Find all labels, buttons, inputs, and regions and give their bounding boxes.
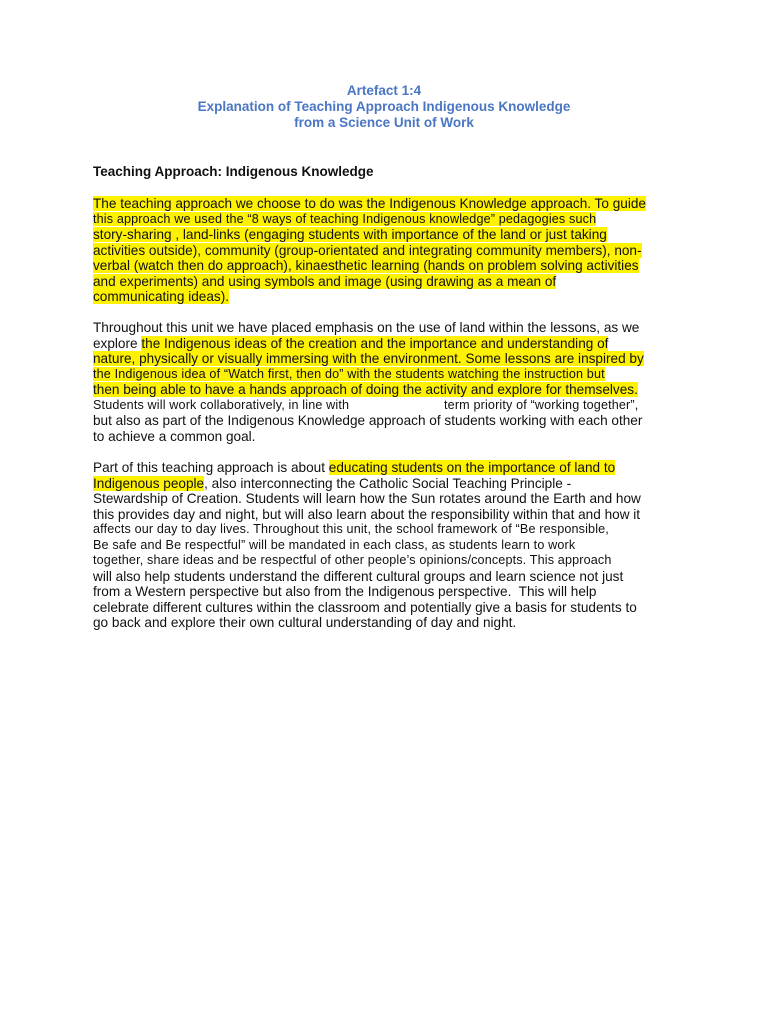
- text-line: [93, 289, 683, 305]
- text-segment: this provides day and night, but will also learn about the responsibility within that and how it: [93, 506, 641, 522]
- text-line: [93, 196, 683, 212]
- text-segment: term priority of “working together”,: [444, 397, 639, 412]
- text-line: [93, 507, 683, 523]
- explanation-title: Explanation of Teaching Approach Indigenous Knowledge: [197, 99, 571, 114]
- text-line: [93, 538, 683, 554]
- text-line: [93, 460, 683, 476]
- paragraph-1: [93, 196, 683, 305]
- paragraph-2: [93, 320, 683, 444]
- text-line: [93, 600, 683, 616]
- highlighted-text: the Indigenous ideas of the creation and the importance and understanding of: [141, 335, 609, 351]
- text-segment: go back and explore their own cultural understanding of day and night.: [93, 615, 517, 630]
- text-segment: affects our day to day lives. Throughout this unit, the school framework of “Be responsible,: [93, 522, 609, 536]
- text-segment: will also help students understand the different cultural groups and learn science not just: [93, 568, 624, 584]
- text-line: [93, 413, 683, 429]
- text-line: [93, 382, 683, 398]
- text-segment: together, share ideas and be respectful of other people’s opinions/concepts. This approach: [93, 553, 612, 567]
- text-segment: Throughout this unit we have placed emphasis on the use of land within the lessons, as we: [93, 320, 640, 335]
- text-line: [93, 243, 683, 259]
- text-line: [93, 258, 683, 274]
- highlighted-text: and experiments) and using symbols and image (using drawing as a mean of: [93, 273, 557, 289]
- highlighted-text: this approach we used the “8 ways of teaching Indigenous knowledge” pedagogies such: [93, 211, 597, 226]
- highlighted-text: the Indigenous idea of “Watch first, then do” with the students watching the instruction but: [93, 366, 605, 381]
- text-line: [93, 553, 683, 569]
- text-line: [93, 584, 683, 600]
- text-line: [93, 429, 683, 445]
- text-segment: Part of this teaching approach is about: [93, 460, 329, 475]
- artefact-title: Artefact 1:4: [346, 83, 422, 98]
- text-segment: explore: [93, 335, 142, 351]
- text-line: [93, 367, 683, 383]
- highlighted-text: communicating ideas).: [93, 289, 229, 304]
- text-line: [93, 398, 683, 414]
- text-line: [93, 351, 683, 367]
- text-segment: Stewardship of Creation. Students will learn how the Sun rotates around the Earth and how: [93, 491, 641, 506]
- highlighted-text: nature, physically or visually immersing with the environment. Some lessons are inspired by: [93, 351, 644, 366]
- highlighted-text: activities outside), community (group-orientated and integrating community members), non-: [93, 242, 642, 258]
- highlighted-text: story-sharing , land-links (engaging students with importance of the land or just taking: [93, 227, 607, 242]
- text-segment: [349, 398, 444, 412]
- text-line: [93, 522, 683, 538]
- highlighted-text: educating students on the importance of land to: [328, 460, 616, 475]
- text-line: [93, 615, 683, 631]
- highlighted-text: Indigenous people: [93, 475, 205, 491]
- highlighted-text: The teaching approach we choose to do was the Indigenous Knowledge approach. To guide: [93, 196, 646, 211]
- paragraph-3: [93, 460, 683, 631]
- text-line: [93, 569, 683, 585]
- text-line: [93, 227, 683, 243]
- text-segment: from a Western perspective but also from the Indigenous perspective. This will help: [93, 584, 597, 599]
- highlighted-text: verbal (watch then do approach), kinaesthetic learning (hands on problem solving activities: [93, 258, 639, 273]
- text-segment: celebrate different cultures within the classroom and potentially give a basis for students to: [93, 599, 637, 615]
- text-line: [93, 212, 683, 228]
- text-segment: Be safe and Be respectful” will be mandated in each class, as students learn to work: [93, 537, 576, 552]
- text-line: [93, 320, 683, 336]
- text-segment: but also as part of the Indigenous Knowledge approach of students working with each other: [93, 413, 643, 428]
- section-heading: Teaching Approach: Indigenous Knowledge: [93, 164, 374, 179]
- text-line: [93, 491, 683, 507]
- text-line: [93, 274, 683, 290]
- text-segment: , also interconnecting the Catholic Social Teaching Principle -: [204, 475, 572, 491]
- highlighted-text: then being able to have a hands approach of doing the activity and explore for themselves.: [93, 382, 638, 397]
- document-title-block: [0, 83, 768, 131]
- text-line: [93, 476, 683, 492]
- text-segment: to achieve a common goal.: [93, 428, 256, 444]
- text-line: [93, 336, 683, 352]
- unit-subtitle: from a Science Unit of Work: [294, 115, 474, 130]
- text-segment: Students will work collaboratively, in line with: [93, 397, 350, 412]
